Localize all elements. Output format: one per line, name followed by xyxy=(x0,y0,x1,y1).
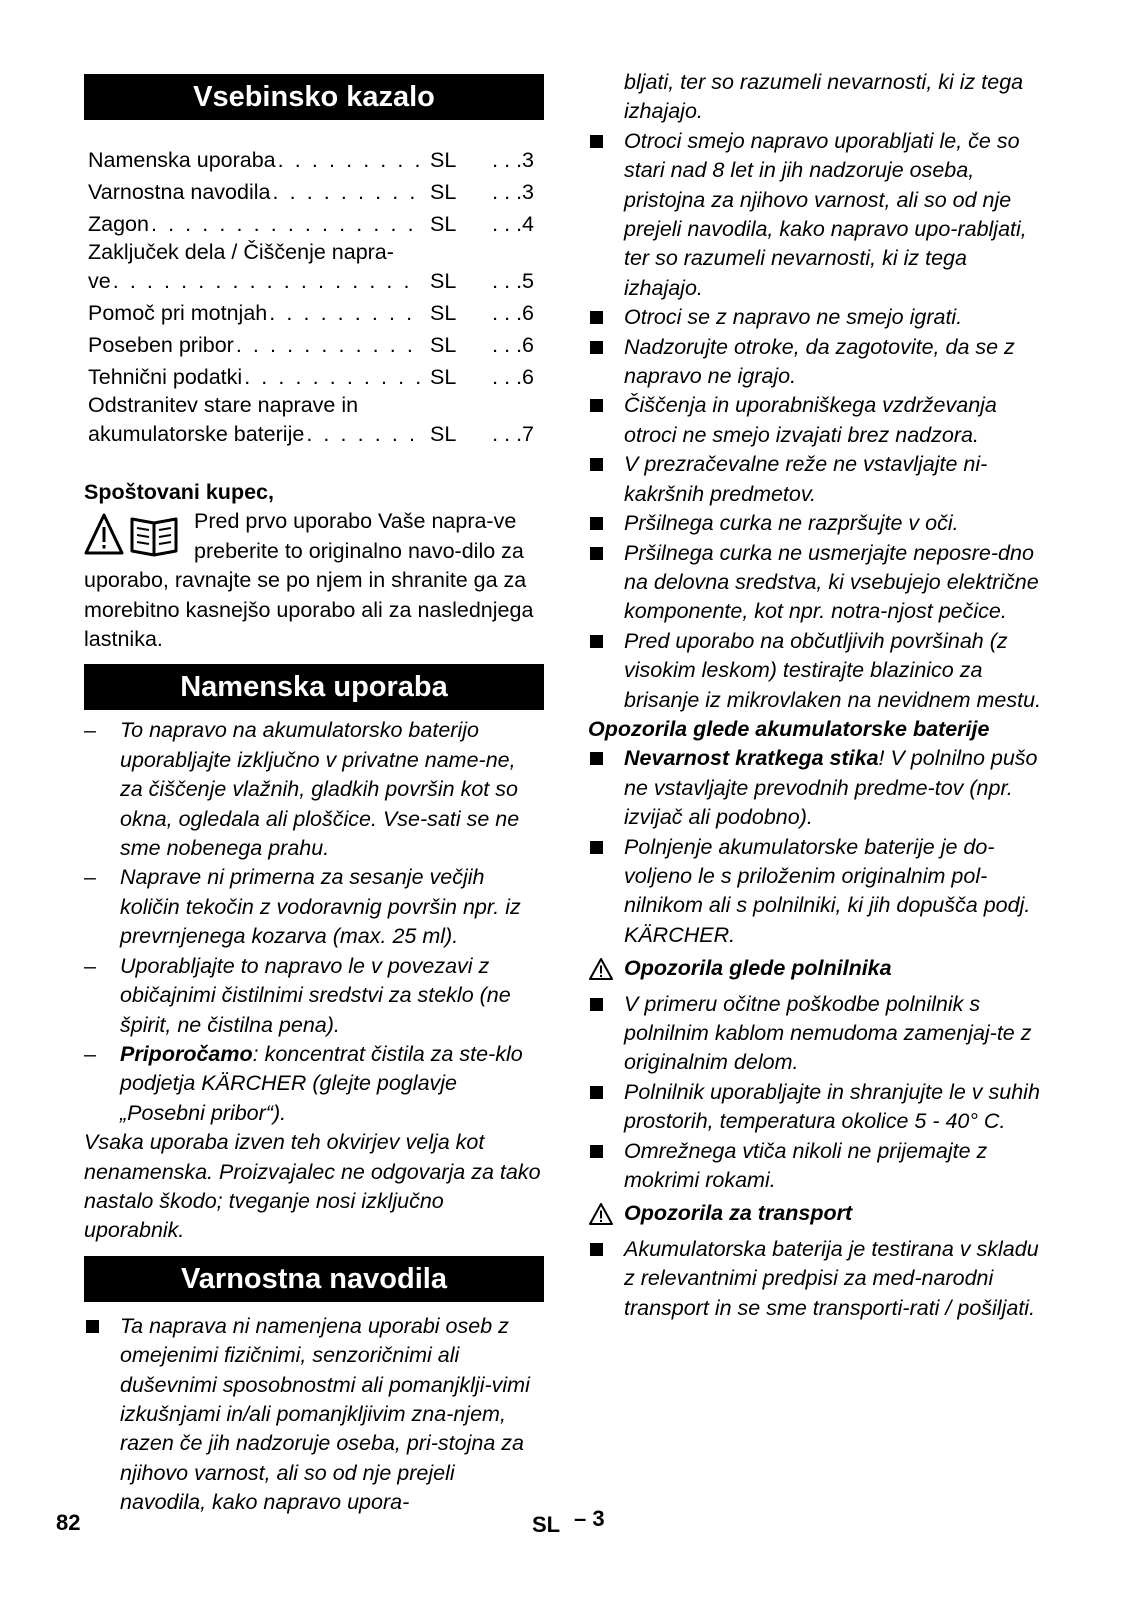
toc-entry-title: Varnostna navodila xyxy=(88,180,271,204)
list-item xyxy=(84,952,544,1040)
dash-bullet: – xyxy=(84,1041,96,1066)
list-item-bold: Priporočamo xyxy=(120,1041,253,1066)
battery-warnings-heading: Opozorila glede akumulatorske baterije xyxy=(588,716,990,741)
square-bullet xyxy=(588,127,624,303)
footer-page-number: 82 xyxy=(56,1510,81,1535)
right-column xyxy=(588,68,1050,1323)
warning-triangle-icon xyxy=(588,954,624,989)
safety-heading: Varnostna navodila xyxy=(84,1256,544,1302)
toc-entry-title: Namenska uporaba xyxy=(88,148,276,172)
square-bullet xyxy=(588,450,624,509)
list-item-text: Omrežnega vtiča nikoli ne prijemajte z mokrimi rokami. xyxy=(624,1138,988,1193)
transport-warnings-heading: Opozorila za transport xyxy=(624,1201,853,1226)
square-bullet xyxy=(84,1312,120,1518)
list-item-content xyxy=(624,744,1050,832)
list-item xyxy=(588,539,1050,627)
toc-entry-page: . . .3 xyxy=(492,148,534,172)
list-item-continuation xyxy=(588,68,1050,127)
list-item-text: Otroci se z napravo ne smejo igrati. xyxy=(624,305,963,330)
list-item-text: Čiščenja in uporabniškega vzdrževanja otroci ne smejo izvajati brez nadzora. xyxy=(624,393,997,447)
list-item-text: Pršilnega curka ne razpršujte v oči. xyxy=(624,511,959,536)
toc-entry-title: ve xyxy=(88,269,111,293)
list-item-text: Ta naprava ni namenjena uporabi oseb z omejenimi fizičnimi, senzoričnimi ali duševnimi sposobnostmi ali pomanjklji-vimi izkušnjami in/ali pomanjkljivim zna-njem, razen če jih nadzoruje oseba, pri-stojna za njihovo varnost, ali so od nje prejeli navodila, kako napravo upora- xyxy=(120,1313,530,1515)
toc-entry-page: . . .5 xyxy=(492,269,534,293)
list-item xyxy=(588,744,1050,832)
toc-entry-lang: SL xyxy=(430,365,457,389)
toc-entry[interactable] xyxy=(88,240,534,297)
square-bullet xyxy=(588,1137,624,1196)
toc-entry-page: . . .4 xyxy=(492,212,534,236)
square-bullet xyxy=(588,1078,624,1137)
toc-entry-lang: SL xyxy=(430,180,457,204)
dash-bullet: – xyxy=(84,865,96,890)
intended-use-heading: Namenska uporaba xyxy=(84,664,544,710)
intro-paragraph xyxy=(84,507,544,654)
list-item xyxy=(588,127,1050,303)
left-column xyxy=(84,74,544,1518)
toc-leader xyxy=(304,418,422,450)
list-item-text: Polnilnik uporabljajte in shranjujte le v suhih prostorih, temperatura okolice 5 - 40° C. xyxy=(624,1079,1040,1134)
square-bullet xyxy=(588,333,624,392)
toc-entry[interactable] xyxy=(88,361,534,393)
square-bullet xyxy=(588,303,624,332)
list-item-text: : koncentrat čistila za ste-klo podjetja KÄRCHER (glejte poglavje „Posebni pribor“). xyxy=(120,1041,523,1125)
square-bullet xyxy=(588,833,624,951)
footer-section: SL xyxy=(532,1512,561,1537)
toc-leader xyxy=(111,265,422,297)
list-item-content xyxy=(120,1040,544,1128)
toc-heading: Vsebinsko kazalo xyxy=(84,74,544,120)
list-item-text: Naprave ni primerna za sesanje večjih količin tekočin z vodoravnig površin npr. iz prevrnjenega kozarva (max. 25 ml). xyxy=(120,865,521,949)
square-bullet xyxy=(588,509,624,538)
list-item-text: Pršilnega curka ne usmerjajte neposre-dno na delovna sredstva, ki vsebujejo električne komponente, kot npr. notra-njost pečice. xyxy=(624,540,1039,624)
toc-entry-title: Zagon xyxy=(88,212,149,236)
list-item-text: ! V polnilno pušo ne vstavljajte prevodnih predme-tov (npr. izvijač ali podobno). xyxy=(624,746,1038,830)
toc-entry-lang: SL xyxy=(430,148,457,172)
list-item xyxy=(84,1312,544,1518)
list-item-text: To napravo na akumulatorsko baterijo uporabljajte izključno v privatne name-ne, za čiščenje vlažnih, gladkih površin kot so okna, ogledala ali ploščice. Vse-sati se ne sme nobenega prahu. xyxy=(120,718,520,861)
toc-entry[interactable] xyxy=(88,176,534,208)
toc-entry-lang: SL xyxy=(430,212,457,236)
toc-entry[interactable] xyxy=(88,329,534,361)
list-item xyxy=(588,391,1050,450)
list-item xyxy=(588,509,1050,538)
list-item xyxy=(588,833,1050,951)
square-bullet xyxy=(588,1235,624,1323)
warning-triangle-icon xyxy=(588,1199,624,1234)
toc-entry-lang: SL xyxy=(430,269,457,293)
square-bullet xyxy=(588,391,624,450)
intended-use-list xyxy=(84,716,544,1245)
toc-leader xyxy=(270,176,422,208)
toc-leader xyxy=(267,297,422,329)
toc-entry-page: . . .7 xyxy=(492,422,534,446)
square-bullet xyxy=(588,990,624,1078)
list-item-text: V primeru očitne poškodbe polnilnik s polnilnim kablom nemudoma zamenjaj-te z originalnim delom. xyxy=(624,991,1032,1075)
list-item xyxy=(588,627,1050,715)
toc-leader xyxy=(242,361,422,393)
warning-read-manual-icon xyxy=(84,511,184,559)
list-item xyxy=(84,1040,544,1128)
toc-entry[interactable] xyxy=(88,297,534,329)
list-item xyxy=(588,1078,1050,1137)
toc-entry-lang: SL xyxy=(430,333,457,357)
list-item xyxy=(588,303,1050,332)
toc-leader xyxy=(234,329,422,361)
toc-entry-page: . . .6 xyxy=(492,333,534,357)
list-item xyxy=(84,863,544,951)
list-item-text: Polnjenje akumulatorske baterije je do-voljeno le s priloženim originalnim pol-nilnikom ali s polnilniki, ki jih dopušča podj. KÄRCHER. xyxy=(624,834,1031,947)
toc-entry-title: Tehnični podatki xyxy=(88,365,243,389)
list-item xyxy=(588,1235,1050,1323)
toc-entry[interactable] xyxy=(88,144,534,176)
toc-entry-title: akumulatorske baterije xyxy=(88,422,305,446)
list-item xyxy=(588,1137,1050,1196)
salutation: Spoštovani kupec, xyxy=(84,480,274,504)
list-item-text: Akumulatorska baterija je testirana v skladu z relevantnimi predpisi za med-narodni transport in se sme transporti-rati / pošiljati. xyxy=(624,1236,1039,1320)
toc-entry-title-line1: Odstranitev stare naprave in xyxy=(88,393,359,417)
toc-entry-page: . . .6 xyxy=(492,301,534,325)
dash-bullet: – xyxy=(84,953,96,978)
intended-use-note: Vsaka uporaba izven teh okvirjev velja kot nenamenska. Proizvajalec ne odgovarja za tako nastalo škodo; tveganje nosi izključno uporabnik. xyxy=(84,1130,541,1243)
list-item-text: Nadzorujte otroke, da zagotovite, da se z napravo ne igrajo. xyxy=(624,334,1015,389)
transport-warnings-header xyxy=(588,1199,1050,1234)
list-item xyxy=(84,716,544,863)
toc-entry-lang: SL xyxy=(430,301,457,325)
footer-section-page: – 3 xyxy=(574,1506,605,1531)
square-bullet xyxy=(588,539,624,627)
toc-leader xyxy=(149,208,422,240)
square-bullet xyxy=(588,744,624,832)
dash-bullet: – xyxy=(84,718,96,743)
list-item-text: bljati, ter so razumeli nevarnosti, ki iz tega izhajajo. xyxy=(624,70,1024,124)
list-item-bold: Nevarnost kratkega stika xyxy=(624,746,879,771)
toc-entry-title: Pomoč pri motnjah xyxy=(88,301,268,325)
table-of-contents xyxy=(88,144,534,450)
toc-entry-page: . . .3 xyxy=(492,180,534,204)
list-item-text: Pred uporabo na občutljivih površinah (z visokim leskom) testirajte blazinico za brisanje iz mikrovlaken na nevidnem mestu. xyxy=(624,628,1042,712)
toc-leader xyxy=(276,144,422,176)
intro-text: Pred prvo uporabo Vaše napra-ve preberite to originalno navo-dilo za uporabo, ravnajte se po njem in shranite ga za morebitno kasnejšo uporabo ali za naslednjega lastnika. xyxy=(84,509,534,652)
toc-entry[interactable] xyxy=(88,393,534,450)
list-item-text: Uporabljajte to napravo le v povezavi z običajnimi čistilnimi sredstvi za steklo (ne špirit, ne čistilna pena). xyxy=(120,953,511,1037)
list-item xyxy=(588,333,1050,392)
toc-entry-title: Poseben pribor xyxy=(88,333,234,357)
list-item xyxy=(588,450,1050,509)
toc-entry[interactable] xyxy=(88,208,534,240)
list-item-text: Otroci smejo napravo uporabljati le, če so stari nad 8 let in jih nadzoruje oseba, pristojna za njihovo varnost, ali so od nje prejeli navodila, kako napravo upo-rabljati, ter so razumeli nevarnosti, ki iz tega izhajajo. xyxy=(624,128,1027,300)
charger-warnings-heading: Opozorila glede polnilnika xyxy=(624,956,892,981)
list-item-text: V prezračevalne reže ne vstavljajte ni-kakršnih predmetov. xyxy=(624,452,988,506)
safety-list-left xyxy=(84,1312,544,1518)
list-item xyxy=(588,990,1050,1078)
charger-warnings-header xyxy=(588,954,1050,989)
toc-entry-title-line1: Zaključek dela / Čiščenje napra- xyxy=(88,240,394,264)
square-bullet xyxy=(588,627,624,715)
toc-entry-page: . . .6 xyxy=(492,365,534,389)
toc-entry-lang: SL xyxy=(430,422,457,446)
